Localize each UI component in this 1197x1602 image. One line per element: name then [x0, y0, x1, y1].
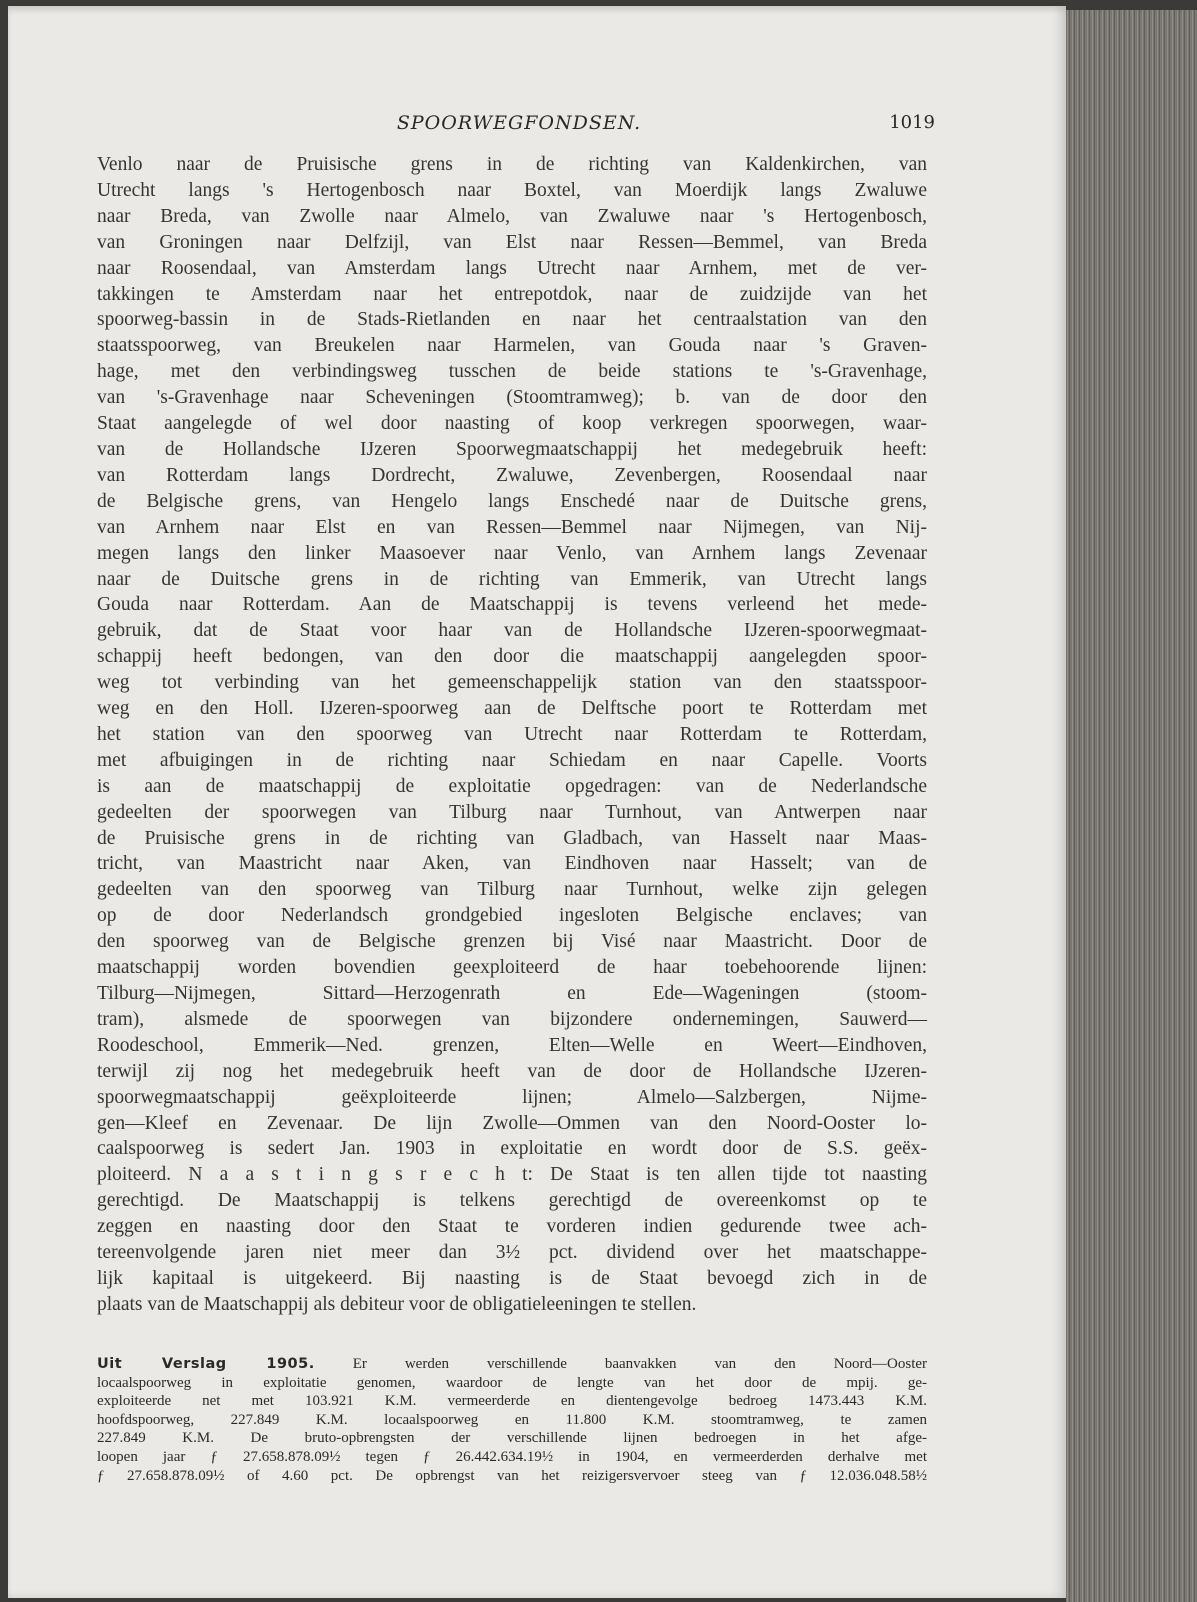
text-line: Staat aangelegde of wel door naasting of koop verkregen spoorwegen, waar-: [97, 413, 927, 435]
text-line: gen—Kleef en Zevenaar. De lijn Zwolle—Ommen van den Noord-Ooster lo-: [97, 1112, 927, 1134]
footnote-line: locaalspoorweg in exploitatie genomen, waardoor de lengte van het door de mpij. ge-: [97, 1374, 927, 1391]
text-line: staatsspoorweg, van Breukelen naar Harmelen, van Gouda naar 's Graven-: [97, 335, 927, 357]
text-line: gebruik, dat de Staat voor haar van de Hollandsche IJzeren-spoorwegmaat-: [97, 620, 927, 642]
footnote-lead: Uit Verslag 1905.: [97, 1356, 315, 1372]
footnote-line: hoofdspoorweg, 227.849 K.M. locaalspoorweg en 11.800 K.M. stoomtramweg, te zamen: [97, 1411, 927, 1428]
footnote-line: loopen jaar ƒ 27.658.878.09½ tegen ƒ 26.442.634.19½ in 1904, en vermeerderden derhalve met: [97, 1448, 927, 1465]
page-number: 1019: [889, 112, 935, 133]
text-line: plaats van de Maatschappij als debiteur voor de obligatieleeningen te stellen.: [97, 1293, 697, 1315]
text-line: takkingen te Amsterdam naar het entrepotdok, naar de zuidzijde van het: [97, 283, 927, 305]
footnote: [97, 1355, 927, 1485]
text-line: de Pruisische grens in de richting van Gladbach, van Hasselt naar Maas-: [97, 827, 927, 849]
text-line: Utrecht langs 's Hertogenbosch naar Boxtel, van Moerdijk langs Zwaluwe: [97, 179, 927, 201]
text-line: weg en den Holl. IJzeren-spoorweg aan de Delftsche poort te Rotterdam met: [97, 698, 927, 720]
text-line: zeggen en naasting door den Staat te vorderen indien gedurende twee ach-: [97, 1216, 927, 1238]
footnote-line-text: Er werden verschillende baanvakken van den Noord—Ooster: [352, 1356, 928, 1372]
text-line: met afbuigingen in de richting naar Schiedam en naar Capelle. Voorts: [97, 749, 927, 771]
text-line: megen langs den linker Maasoever naar Venlo, van Arnhem langs Zevenaar: [97, 542, 927, 564]
text-line: terwijl zij nog het medegebruik heeft van de door de Hollandsche IJzeren-: [97, 1060, 927, 1082]
text-line: naar Roosendaal, van Amsterdam langs Utrecht naar Arnhem, met de ver-: [97, 257, 927, 279]
text-line: hage, met den verbindingsweg tusschen de beide stations te 's-Gravenhage,: [97, 361, 927, 383]
text-line: gedeelten van den spoorweg van Tilburg naar Turnhout, welke zijn gelegen: [97, 879, 927, 901]
text-line: ploiteerd. N a a s t i n g s r e c h t: De Staat is ten allen tijde tot naasting: [97, 1164, 927, 1186]
text-line: maatschappij worden bovendien geexploiteerd de haar toebehoorende lijnen:: [97, 957, 927, 979]
text-line: van Rotterdam langs Dordrecht, Zwaluwe, Zevenbergen, Roosendaal naar: [97, 464, 927, 486]
footnote-line: ƒ 27.658.878.09½ of 4.60 pct. De opbrengst van het reizigersvervoer steeg van ƒ 12.036.048.58½: [97, 1467, 927, 1484]
text-line: schappij heeft bedongen, van den door die maatschappij aangelegden spoor-: [97, 646, 927, 668]
main-text: [97, 152, 927, 1318]
page-header: [103, 112, 935, 138]
text-line: is aan de maatschappij de exploitatie opgedragen: van de Nederlandsche: [97, 775, 927, 797]
text-line: tricht, van Maastricht naar Aken, van Eindhoven naar Hasselt; van de: [97, 853, 927, 875]
page-edges: [1066, 10, 1197, 1602]
text-line: naar de Duitsche grens in de richting van Emmerik, van Utrecht langs: [97, 568, 927, 590]
text-line: gedeelten der spoorwegen van Tilburg naar Turnhout, van Antwerpen naar: [97, 801, 927, 823]
running-title: SPOORWEGFONDSEN.: [396, 112, 642, 134]
text-line: spoorweg-bassin in de Stads-Rietlanden en naar het centraalstation van den: [97, 309, 927, 331]
text-line: van 's-Gravenhage naar Scheveningen (Stoomtramweg); b. van de door den: [97, 387, 927, 409]
text-line: het station van den spoorweg van Utrecht naar Rotterdam te Rotterdam,: [97, 723, 927, 745]
text-line: spoorwegmaatschappij geëxploiteerde lijnen; Almelo—Salzbergen, Nijme-: [97, 1086, 927, 1108]
text-line: van de Hollandsche IJzeren Spoorwegmaatschappij het medegebruik heeft:: [97, 438, 927, 460]
footnote-line: [97, 1355, 927, 1374]
text-line: de Belgische grens, van Hengelo langs Enschedé naar de Duitsche grens,: [97, 490, 927, 512]
text-line: caalspoorweg is sedert Jan. 1903 in exploitatie en wordt door de S.S. geëx-: [97, 1138, 927, 1160]
text-line: Gouda naar Rotterdam. Aan de Maatschappij is tevens verleend het mede-: [97, 594, 927, 616]
text-line: tram), alsmede de spoorwegen van bijzondere ondernemingen, Sauwerd—: [97, 1008, 927, 1030]
text-line: den spoorweg van de Belgische grenzen bij Visé naar Maastricht. Door de: [97, 931, 927, 953]
text-line: gerechtigd. De Maatschappij is telkens gerechtigd de overeenkomst op te: [97, 1190, 927, 1212]
text-line: naar Breda, van Zwolle naar Almelo, van Zwaluwe naar 's Hertogenbosch,: [97, 205, 927, 227]
text-line: lijk kapitaal is uitgekeerd. Bij naasting is de Staat bevoegd zich in de: [97, 1267, 927, 1289]
text-line: Tilburg—Nijmegen, Sittard—Herzogenrath en Ede—Wageningen (stoom-: [97, 983, 927, 1004]
text-line: tereenvolgende jaren niet meer dan 3½ pct. dividend over het maatschappe-: [97, 1242, 927, 1264]
text-line: van Arnhem naar Elst en van Ressen—Bemmel naar Nijmegen, van Nij-: [97, 516, 927, 538]
text-line: weg tot verbinding van het gemeenschappelijk station van den staatsspoor-: [97, 672, 927, 694]
text-line: van Groningen naar Delfzijl, van Elst naar Ressen—Bemmel, van Breda: [97, 231, 927, 253]
text-line: op de door Nederlandsch grondgebied ingesloten Belgische enclaves; van: [97, 905, 927, 927]
text-line: Venlo naar de Pruisische grens in de richting van Kaldenkirchen, van: [97, 154, 927, 175]
footnote-line: 227.849 K.M. De bruto-opbrengsten der verschillende lijnen bedroegen in het afge-: [97, 1430, 927, 1447]
text-line: Roodeschool, Emmerik—Ned. grenzen, Elten—Welle en Weert—Eindhoven,: [97, 1034, 927, 1056]
footnote-line: exploiteerde net met 103.921 K.M. vermeerderde en dientengevolge bedroeg 1473.443 K.M.: [97, 1393, 927, 1410]
